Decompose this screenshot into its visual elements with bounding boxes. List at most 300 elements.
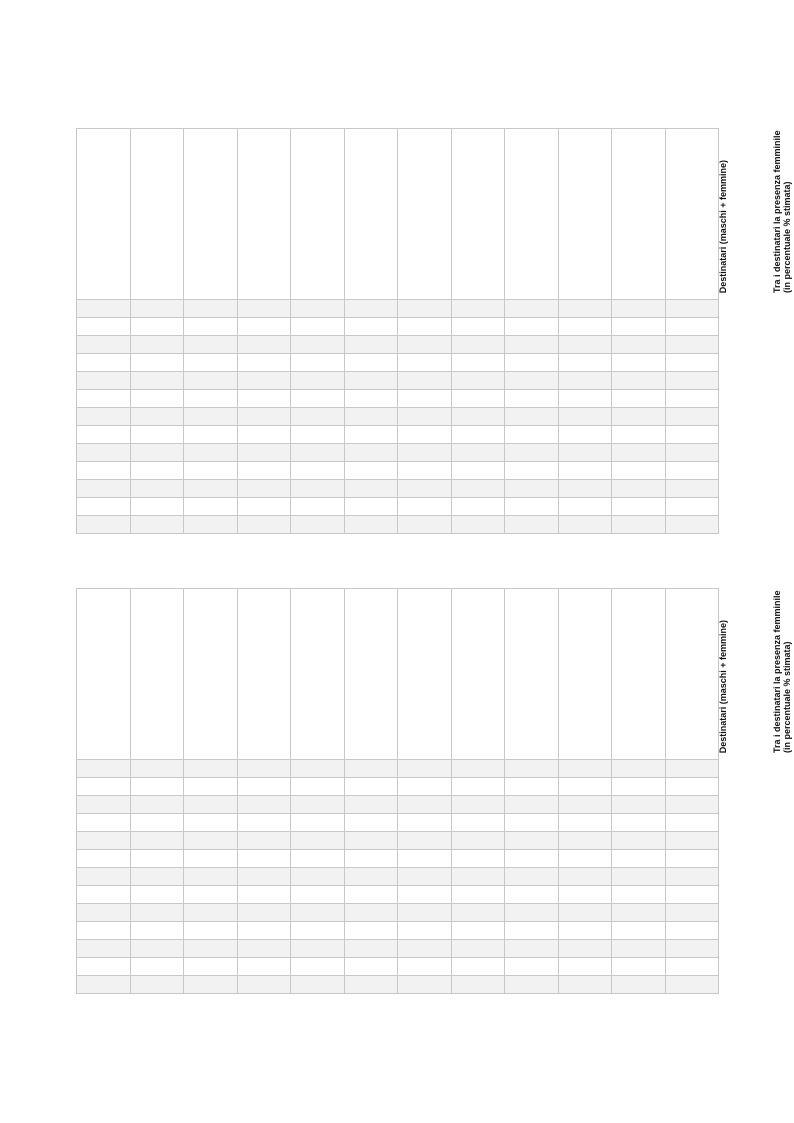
table-cell[interactable] xyxy=(184,904,238,922)
table-cell[interactable] xyxy=(184,336,238,354)
table-cell[interactable] xyxy=(612,796,666,814)
table-cell[interactable] xyxy=(665,850,719,868)
table-cell[interactable] xyxy=(184,850,238,868)
table-cell[interactable] xyxy=(558,778,612,796)
table-cell[interactable] xyxy=(130,372,184,390)
table-cell[interactable] xyxy=(344,318,398,336)
table-cell[interactable] xyxy=(184,778,238,796)
table-cell[interactable] xyxy=(344,498,398,516)
table-cell[interactable] xyxy=(558,336,612,354)
table-cell[interactable] xyxy=(398,300,452,318)
table-cell[interactable] xyxy=(505,390,559,408)
table-cell[interactable] xyxy=(451,408,505,426)
table-cell[interactable] xyxy=(237,778,291,796)
table-cell[interactable] xyxy=(665,976,719,994)
table-cell[interactable] xyxy=(451,832,505,850)
table-cell[interactable] xyxy=(558,814,612,832)
table-cell[interactable] xyxy=(665,778,719,796)
table-cell[interactable] xyxy=(130,408,184,426)
table-cell[interactable] xyxy=(612,336,666,354)
table-cell[interactable] xyxy=(612,426,666,444)
table-cell[interactable] xyxy=(398,480,452,498)
table-cell[interactable] xyxy=(184,426,238,444)
table-cell[interactable] xyxy=(130,516,184,534)
table-cell[interactable] xyxy=(291,778,345,796)
table-cell[interactable] xyxy=(77,958,131,976)
table-cell[interactable] xyxy=(77,976,131,994)
table-cell[interactable] xyxy=(665,886,719,904)
table-cell[interactable] xyxy=(77,444,131,462)
table-cell[interactable] xyxy=(451,354,505,372)
table-cell[interactable] xyxy=(558,922,612,940)
table-cell[interactable] xyxy=(291,390,345,408)
table-cell[interactable] xyxy=(665,940,719,958)
table-cell[interactable] xyxy=(237,372,291,390)
table-cell[interactable] xyxy=(505,480,559,498)
table-cell[interactable] xyxy=(291,372,345,390)
table-cell[interactable] xyxy=(505,940,559,958)
table-cell[interactable] xyxy=(612,778,666,796)
table-cell[interactable] xyxy=(237,480,291,498)
table-cell[interactable] xyxy=(398,976,452,994)
table-cell[interactable] xyxy=(612,300,666,318)
table-cell[interactable] xyxy=(130,318,184,336)
table-cell[interactable] xyxy=(505,868,559,886)
table-cell[interactable] xyxy=(451,516,505,534)
table-cell[interactable] xyxy=(237,886,291,904)
table-cell[interactable] xyxy=(344,904,398,922)
table-cell[interactable] xyxy=(451,850,505,868)
table-cell[interactable] xyxy=(184,318,238,336)
table-cell[interactable] xyxy=(130,354,184,372)
table-cell[interactable] xyxy=(291,444,345,462)
table-cell[interactable] xyxy=(665,318,719,336)
table-cell[interactable] xyxy=(398,462,452,480)
table-cell[interactable] xyxy=(344,868,398,886)
table-cell[interactable] xyxy=(451,796,505,814)
table-cell[interactable] xyxy=(184,300,238,318)
table-cell[interactable] xyxy=(77,354,131,372)
table-cell[interactable] xyxy=(291,462,345,480)
table-cell[interactable] xyxy=(77,904,131,922)
table-cell[interactable] xyxy=(612,976,666,994)
table-cell[interactable] xyxy=(77,940,131,958)
table-cell[interactable] xyxy=(184,922,238,940)
table-cell[interactable] xyxy=(558,372,612,390)
table-cell[interactable] xyxy=(558,796,612,814)
table-cell[interactable] xyxy=(665,922,719,940)
table-cell[interactable] xyxy=(130,850,184,868)
table-cell[interactable] xyxy=(665,832,719,850)
table-cell[interactable] xyxy=(505,498,559,516)
table-cell[interactable] xyxy=(505,462,559,480)
table-cell[interactable] xyxy=(344,372,398,390)
table-cell[interactable] xyxy=(291,408,345,426)
table-cell[interactable] xyxy=(344,760,398,778)
table-cell[interactable] xyxy=(344,922,398,940)
table-cell[interactable] xyxy=(77,480,131,498)
table-cell[interactable] xyxy=(398,940,452,958)
table-cell[interactable] xyxy=(237,390,291,408)
table-cell[interactable] xyxy=(130,760,184,778)
table-cell[interactable] xyxy=(237,868,291,886)
table-cell[interactable] xyxy=(612,922,666,940)
table-cell[interactable] xyxy=(237,498,291,516)
table-cell[interactable] xyxy=(398,372,452,390)
table-cell[interactable] xyxy=(558,318,612,336)
table-cell[interactable] xyxy=(184,886,238,904)
table-cell[interactable] xyxy=(505,958,559,976)
table-cell[interactable] xyxy=(237,976,291,994)
table-cell[interactable] xyxy=(130,300,184,318)
table-cell[interactable] xyxy=(558,940,612,958)
table-cell[interactable] xyxy=(344,958,398,976)
table-cell[interactable] xyxy=(130,336,184,354)
table-cell[interactable] xyxy=(451,778,505,796)
table-cell[interactable] xyxy=(344,444,398,462)
table-cell[interactable] xyxy=(344,354,398,372)
table-cell[interactable] xyxy=(291,300,345,318)
table-cell[interactable] xyxy=(398,886,452,904)
table-cell[interactable] xyxy=(398,516,452,534)
table-cell[interactable] xyxy=(612,444,666,462)
table-cell[interactable] xyxy=(505,814,559,832)
table-cell[interactable] xyxy=(398,904,452,922)
table-cell[interactable] xyxy=(665,390,719,408)
table-cell[interactable] xyxy=(505,426,559,444)
table-cell[interactable] xyxy=(451,868,505,886)
table-cell[interactable] xyxy=(505,904,559,922)
table-cell[interactable] xyxy=(451,318,505,336)
table-cell[interactable] xyxy=(344,814,398,832)
table-cell[interactable] xyxy=(398,868,452,886)
table-cell[interactable] xyxy=(291,498,345,516)
table-cell[interactable] xyxy=(77,462,131,480)
table-cell[interactable] xyxy=(612,462,666,480)
table-cell[interactable] xyxy=(612,498,666,516)
table-cell[interactable] xyxy=(612,958,666,976)
table-cell[interactable] xyxy=(612,354,666,372)
table-cell[interactable] xyxy=(612,814,666,832)
table-cell[interactable] xyxy=(612,832,666,850)
table-cell[interactable] xyxy=(77,408,131,426)
table-cell[interactable] xyxy=(558,832,612,850)
table-cell[interactable] xyxy=(451,426,505,444)
table-cell[interactable] xyxy=(237,922,291,940)
table-cell[interactable] xyxy=(130,480,184,498)
table-cell[interactable] xyxy=(130,778,184,796)
table-cell[interactable] xyxy=(237,832,291,850)
table-cell[interactable] xyxy=(77,516,131,534)
table-cell[interactable] xyxy=(451,300,505,318)
table-cell[interactable] xyxy=(665,354,719,372)
table-cell[interactable] xyxy=(451,444,505,462)
table-cell[interactable] xyxy=(665,498,719,516)
table-cell[interactable] xyxy=(77,336,131,354)
table-cell[interactable] xyxy=(184,958,238,976)
table-cell[interactable] xyxy=(77,778,131,796)
table-cell[interactable] xyxy=(184,814,238,832)
table-cell[interactable] xyxy=(344,832,398,850)
table-cell[interactable] xyxy=(291,958,345,976)
table-cell[interactable] xyxy=(291,354,345,372)
table-cell[interactable] xyxy=(612,904,666,922)
table-cell[interactable] xyxy=(344,940,398,958)
table-cell[interactable] xyxy=(344,462,398,480)
table-cell[interactable] xyxy=(291,832,345,850)
table-cell[interactable] xyxy=(398,354,452,372)
table-cell[interactable] xyxy=(237,408,291,426)
table-cell[interactable] xyxy=(344,426,398,444)
table-cell[interactable] xyxy=(184,354,238,372)
table-cell[interactable] xyxy=(398,850,452,868)
table-cell[interactable] xyxy=(344,850,398,868)
table-cell[interactable] xyxy=(291,426,345,444)
table-cell[interactable] xyxy=(451,958,505,976)
table-cell[interactable] xyxy=(558,354,612,372)
table-cell[interactable] xyxy=(451,976,505,994)
table-cell[interactable] xyxy=(451,814,505,832)
table-cell[interactable] xyxy=(665,372,719,390)
table-cell[interactable] xyxy=(237,958,291,976)
table-cell[interactable] xyxy=(130,958,184,976)
table-cell[interactable] xyxy=(291,850,345,868)
table-cell[interactable] xyxy=(665,796,719,814)
table-cell[interactable] xyxy=(184,462,238,480)
table-cell[interactable] xyxy=(291,480,345,498)
table-cell[interactable] xyxy=(505,444,559,462)
table-cell[interactable] xyxy=(344,300,398,318)
table-cell[interactable] xyxy=(612,372,666,390)
table-cell[interactable] xyxy=(77,922,131,940)
table-cell[interactable] xyxy=(665,814,719,832)
table-cell[interactable] xyxy=(344,390,398,408)
table-cell[interactable] xyxy=(612,940,666,958)
table-cell[interactable] xyxy=(184,796,238,814)
table-cell[interactable] xyxy=(344,886,398,904)
table-cell[interactable] xyxy=(130,498,184,516)
table-cell[interactable] xyxy=(665,336,719,354)
table-cell[interactable] xyxy=(344,480,398,498)
table-cell[interactable] xyxy=(291,814,345,832)
table-cell[interactable] xyxy=(505,354,559,372)
table-cell[interactable] xyxy=(612,318,666,336)
table-cell[interactable] xyxy=(558,886,612,904)
table-cell[interactable] xyxy=(505,922,559,940)
table-cell[interactable] xyxy=(291,868,345,886)
table-cell[interactable] xyxy=(184,976,238,994)
table-cell[interactable] xyxy=(291,904,345,922)
table-cell[interactable] xyxy=(344,778,398,796)
table-cell[interactable] xyxy=(77,300,131,318)
table-cell[interactable] xyxy=(130,426,184,444)
table-cell[interactable] xyxy=(451,498,505,516)
table-cell[interactable] xyxy=(77,886,131,904)
table-cell[interactable] xyxy=(505,408,559,426)
table-cell[interactable] xyxy=(291,336,345,354)
table-cell[interactable] xyxy=(237,318,291,336)
table-cell[interactable] xyxy=(558,426,612,444)
table-cell[interactable] xyxy=(558,904,612,922)
table-cell[interactable] xyxy=(77,390,131,408)
table-cell[interactable] xyxy=(184,444,238,462)
table-cell[interactable] xyxy=(237,516,291,534)
table-cell[interactable] xyxy=(237,300,291,318)
table-cell[interactable] xyxy=(558,390,612,408)
table-cell[interactable] xyxy=(77,372,131,390)
table-cell[interactable] xyxy=(612,390,666,408)
table-cell[interactable] xyxy=(344,796,398,814)
table-cell[interactable] xyxy=(558,480,612,498)
table-cell[interactable] xyxy=(558,516,612,534)
table-cell[interactable] xyxy=(237,336,291,354)
table-cell[interactable] xyxy=(612,850,666,868)
table-cell[interactable] xyxy=(505,516,559,534)
table-cell[interactable] xyxy=(77,832,131,850)
table-cell[interactable] xyxy=(291,796,345,814)
table-cell[interactable] xyxy=(344,976,398,994)
table-cell[interactable] xyxy=(398,444,452,462)
table-cell[interactable] xyxy=(130,832,184,850)
table-cell[interactable] xyxy=(398,958,452,976)
table-cell[interactable] xyxy=(505,760,559,778)
table-cell[interactable] xyxy=(451,390,505,408)
table-cell[interactable] xyxy=(184,868,238,886)
table-cell[interactable] xyxy=(344,516,398,534)
table-cell[interactable] xyxy=(665,480,719,498)
table-cell[interactable] xyxy=(612,886,666,904)
table-cell[interactable] xyxy=(665,516,719,534)
table-cell[interactable] xyxy=(77,850,131,868)
table-cell[interactable] xyxy=(505,976,559,994)
table-cell[interactable] xyxy=(612,516,666,534)
table-cell[interactable] xyxy=(184,516,238,534)
table-cell[interactable] xyxy=(291,886,345,904)
table-cell[interactable] xyxy=(237,796,291,814)
table-cell[interactable] xyxy=(558,444,612,462)
table-cell[interactable] xyxy=(398,760,452,778)
table-cell[interactable] xyxy=(130,976,184,994)
table-cell[interactable] xyxy=(184,832,238,850)
table-cell[interactable] xyxy=(665,958,719,976)
table-cell[interactable] xyxy=(505,778,559,796)
table-cell[interactable] xyxy=(291,760,345,778)
table-cell[interactable] xyxy=(184,408,238,426)
table-cell[interactable] xyxy=(558,300,612,318)
table-cell[interactable] xyxy=(398,814,452,832)
table-cell[interactable] xyxy=(398,426,452,444)
table-cell[interactable] xyxy=(451,904,505,922)
table-cell[interactable] xyxy=(184,372,238,390)
table-cell[interactable] xyxy=(291,976,345,994)
table-cell[interactable] xyxy=(558,868,612,886)
table-cell[interactable] xyxy=(505,886,559,904)
table-cell[interactable] xyxy=(665,300,719,318)
table-cell[interactable] xyxy=(612,760,666,778)
table-cell[interactable] xyxy=(130,922,184,940)
table-cell[interactable] xyxy=(130,940,184,958)
table-cell[interactable] xyxy=(77,318,131,336)
table-cell[interactable] xyxy=(665,760,719,778)
table-cell[interactable] xyxy=(451,480,505,498)
table-cell[interactable] xyxy=(130,904,184,922)
table-cell[interactable] xyxy=(665,408,719,426)
table-cell[interactable] xyxy=(130,796,184,814)
table-cell[interactable] xyxy=(344,336,398,354)
table-cell[interactable] xyxy=(130,462,184,480)
table-cell[interactable] xyxy=(505,796,559,814)
table-cell[interactable] xyxy=(505,318,559,336)
table-cell[interactable] xyxy=(344,408,398,426)
table-cell[interactable] xyxy=(505,336,559,354)
table-cell[interactable] xyxy=(665,426,719,444)
table-cell[interactable] xyxy=(398,318,452,336)
table-cell[interactable] xyxy=(451,886,505,904)
table-cell[interactable] xyxy=(665,462,719,480)
table-cell[interactable] xyxy=(398,498,452,516)
table-cell[interactable] xyxy=(612,480,666,498)
table-cell[interactable] xyxy=(505,300,559,318)
table-cell[interactable] xyxy=(77,868,131,886)
table-cell[interactable] xyxy=(77,498,131,516)
table-cell[interactable] xyxy=(237,444,291,462)
table-cell[interactable] xyxy=(451,336,505,354)
table-cell[interactable] xyxy=(130,390,184,408)
table-cell[interactable] xyxy=(398,390,452,408)
table-cell[interactable] xyxy=(398,832,452,850)
table-cell[interactable] xyxy=(291,922,345,940)
table-cell[interactable] xyxy=(612,868,666,886)
table-cell[interactable] xyxy=(130,868,184,886)
table-cell[interactable] xyxy=(558,462,612,480)
table-cell[interactable] xyxy=(184,390,238,408)
table-cell[interactable] xyxy=(558,408,612,426)
table-cell[interactable] xyxy=(451,922,505,940)
table-cell[interactable] xyxy=(184,498,238,516)
table-cell[interactable] xyxy=(451,940,505,958)
table-cell[interactable] xyxy=(451,462,505,480)
table-cell[interactable] xyxy=(398,408,452,426)
table-cell[interactable] xyxy=(558,958,612,976)
table-cell[interactable] xyxy=(237,814,291,832)
table-cell[interactable] xyxy=(665,444,719,462)
table-cell[interactable] xyxy=(505,832,559,850)
table-cell[interactable] xyxy=(291,318,345,336)
table-cell[interactable] xyxy=(398,336,452,354)
table-cell[interactable] xyxy=(130,444,184,462)
table-cell[interactable] xyxy=(237,904,291,922)
table-cell[interactable] xyxy=(77,796,131,814)
table-cell[interactable] xyxy=(612,408,666,426)
table-cell[interactable] xyxy=(237,354,291,372)
table-cell[interactable] xyxy=(237,940,291,958)
table-cell[interactable] xyxy=(237,850,291,868)
table-cell[interactable] xyxy=(398,778,452,796)
table-cell[interactable] xyxy=(130,886,184,904)
table-cell[interactable] xyxy=(77,760,131,778)
table-cell[interactable] xyxy=(665,868,719,886)
table-cell[interactable] xyxy=(665,904,719,922)
table-cell[interactable] xyxy=(558,760,612,778)
table-cell[interactable] xyxy=(451,372,505,390)
table-cell[interactable] xyxy=(398,922,452,940)
table-cell[interactable] xyxy=(184,760,238,778)
table-cell[interactable] xyxy=(184,480,238,498)
table-cell[interactable] xyxy=(237,426,291,444)
table-cell[interactable] xyxy=(291,516,345,534)
table-cell[interactable] xyxy=(558,850,612,868)
table-cell[interactable] xyxy=(237,760,291,778)
